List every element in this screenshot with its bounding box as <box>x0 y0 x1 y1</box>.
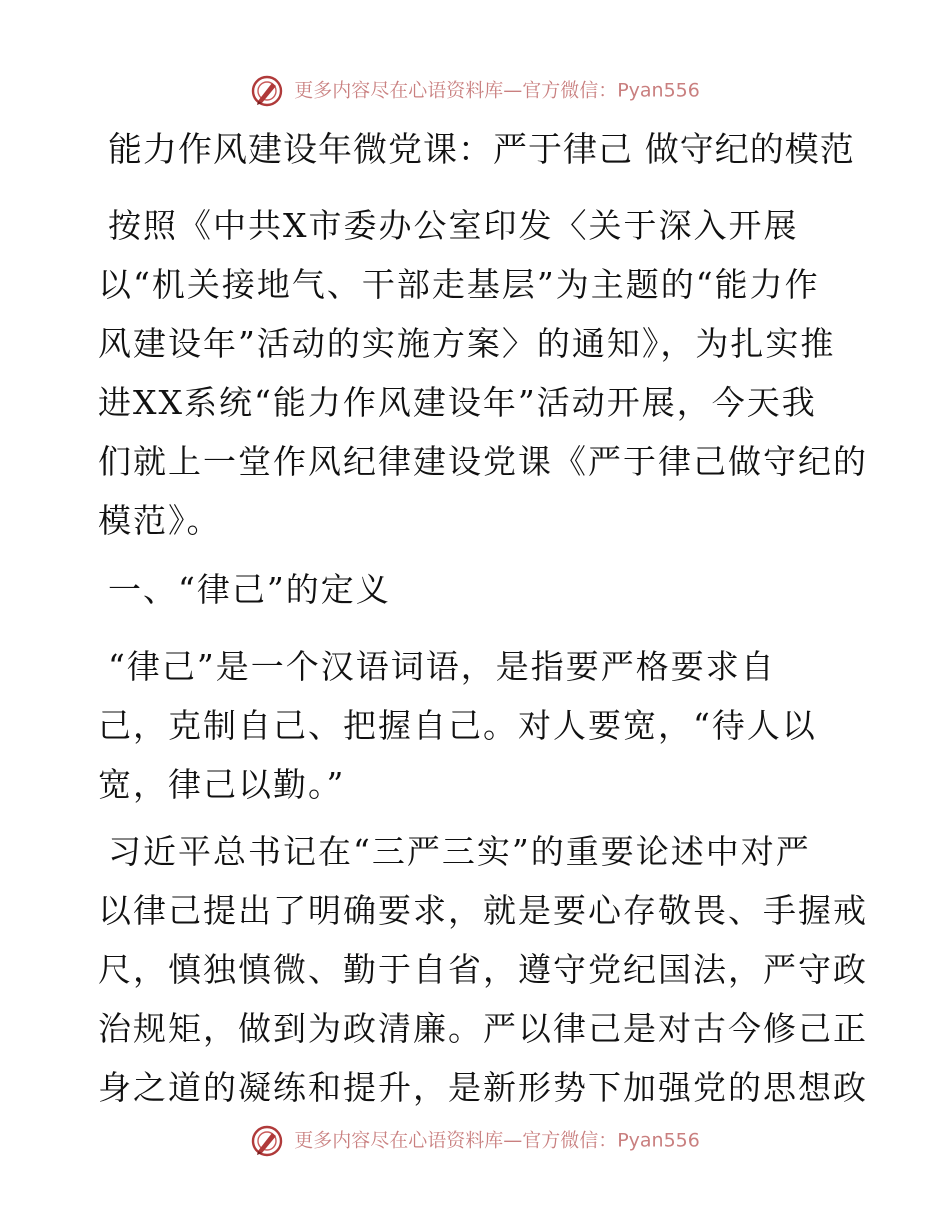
paragraph-line: 己，克制自己、把握自己。对人要宽，“待人以 <box>98 706 817 745</box>
paragraph-line: 风建设年”活动的实施方案〉的通知》，为扎实推 <box>98 324 836 363</box>
paragraph-requirements <box>98 822 868 1117</box>
paragraph-line: 尺，慎独慎微、勤于自省，遵守党纪国法，严守政 <box>98 950 868 989</box>
paragraph-line: 以“机关接地气、干部走基层”为主题的“能力作 <box>98 265 820 304</box>
pen-seal-icon <box>250 1124 284 1158</box>
header-watermark <box>0 70 950 110</box>
paragraph-definition <box>98 637 858 814</box>
heading-text: 一、“律己”的定义 <box>108 570 391 609</box>
watermark-text: 更多内容尽在心语资料库—官方微信：Pyan556 <box>294 1129 700 1152</box>
paragraph-line: 治规矩，做到为政清廉。严以律己是对古今修己正 <box>98 1009 868 1048</box>
paragraph-intro <box>98 196 868 550</box>
section-heading <box>98 560 858 619</box>
paragraph-line: 身之道的凝练和提升，是新形势下加强党的思想政 <box>98 1068 868 1107</box>
paragraph-line: 以律己提出了明确要求，就是要心存敬畏、手握戒 <box>98 891 868 930</box>
paragraph-line: 按照《中共X市委办公室印发〈关于深入开展 <box>108 206 799 245</box>
watermark-text: 更多内容尽在心语资料库—官方微信：Pyan556 <box>294 79 700 102</box>
document-title: 能力作风建设年微党课：严于律己 做守纪的模范 <box>108 130 855 170</box>
pen-seal-icon <box>250 74 284 108</box>
paragraph-line: “律己”是一个汉语词语，是指要严格要求自 <box>108 647 776 686</box>
footer-watermark <box>0 1120 950 1160</box>
paragraph-line: 习近平总书记在“三严三实”的重要论述中对严 <box>108 832 811 871</box>
paragraph-line: 们就上一堂作风纪律建设党课《严于律己做守纪的 <box>98 442 868 481</box>
paragraph-line: 宽，律己以勤。” <box>98 765 346 804</box>
paragraph-line: 模范》。 <box>98 501 222 540</box>
paragraph-line: 进XX系统“能力作风建设年”活动开展，今天我 <box>98 383 817 422</box>
